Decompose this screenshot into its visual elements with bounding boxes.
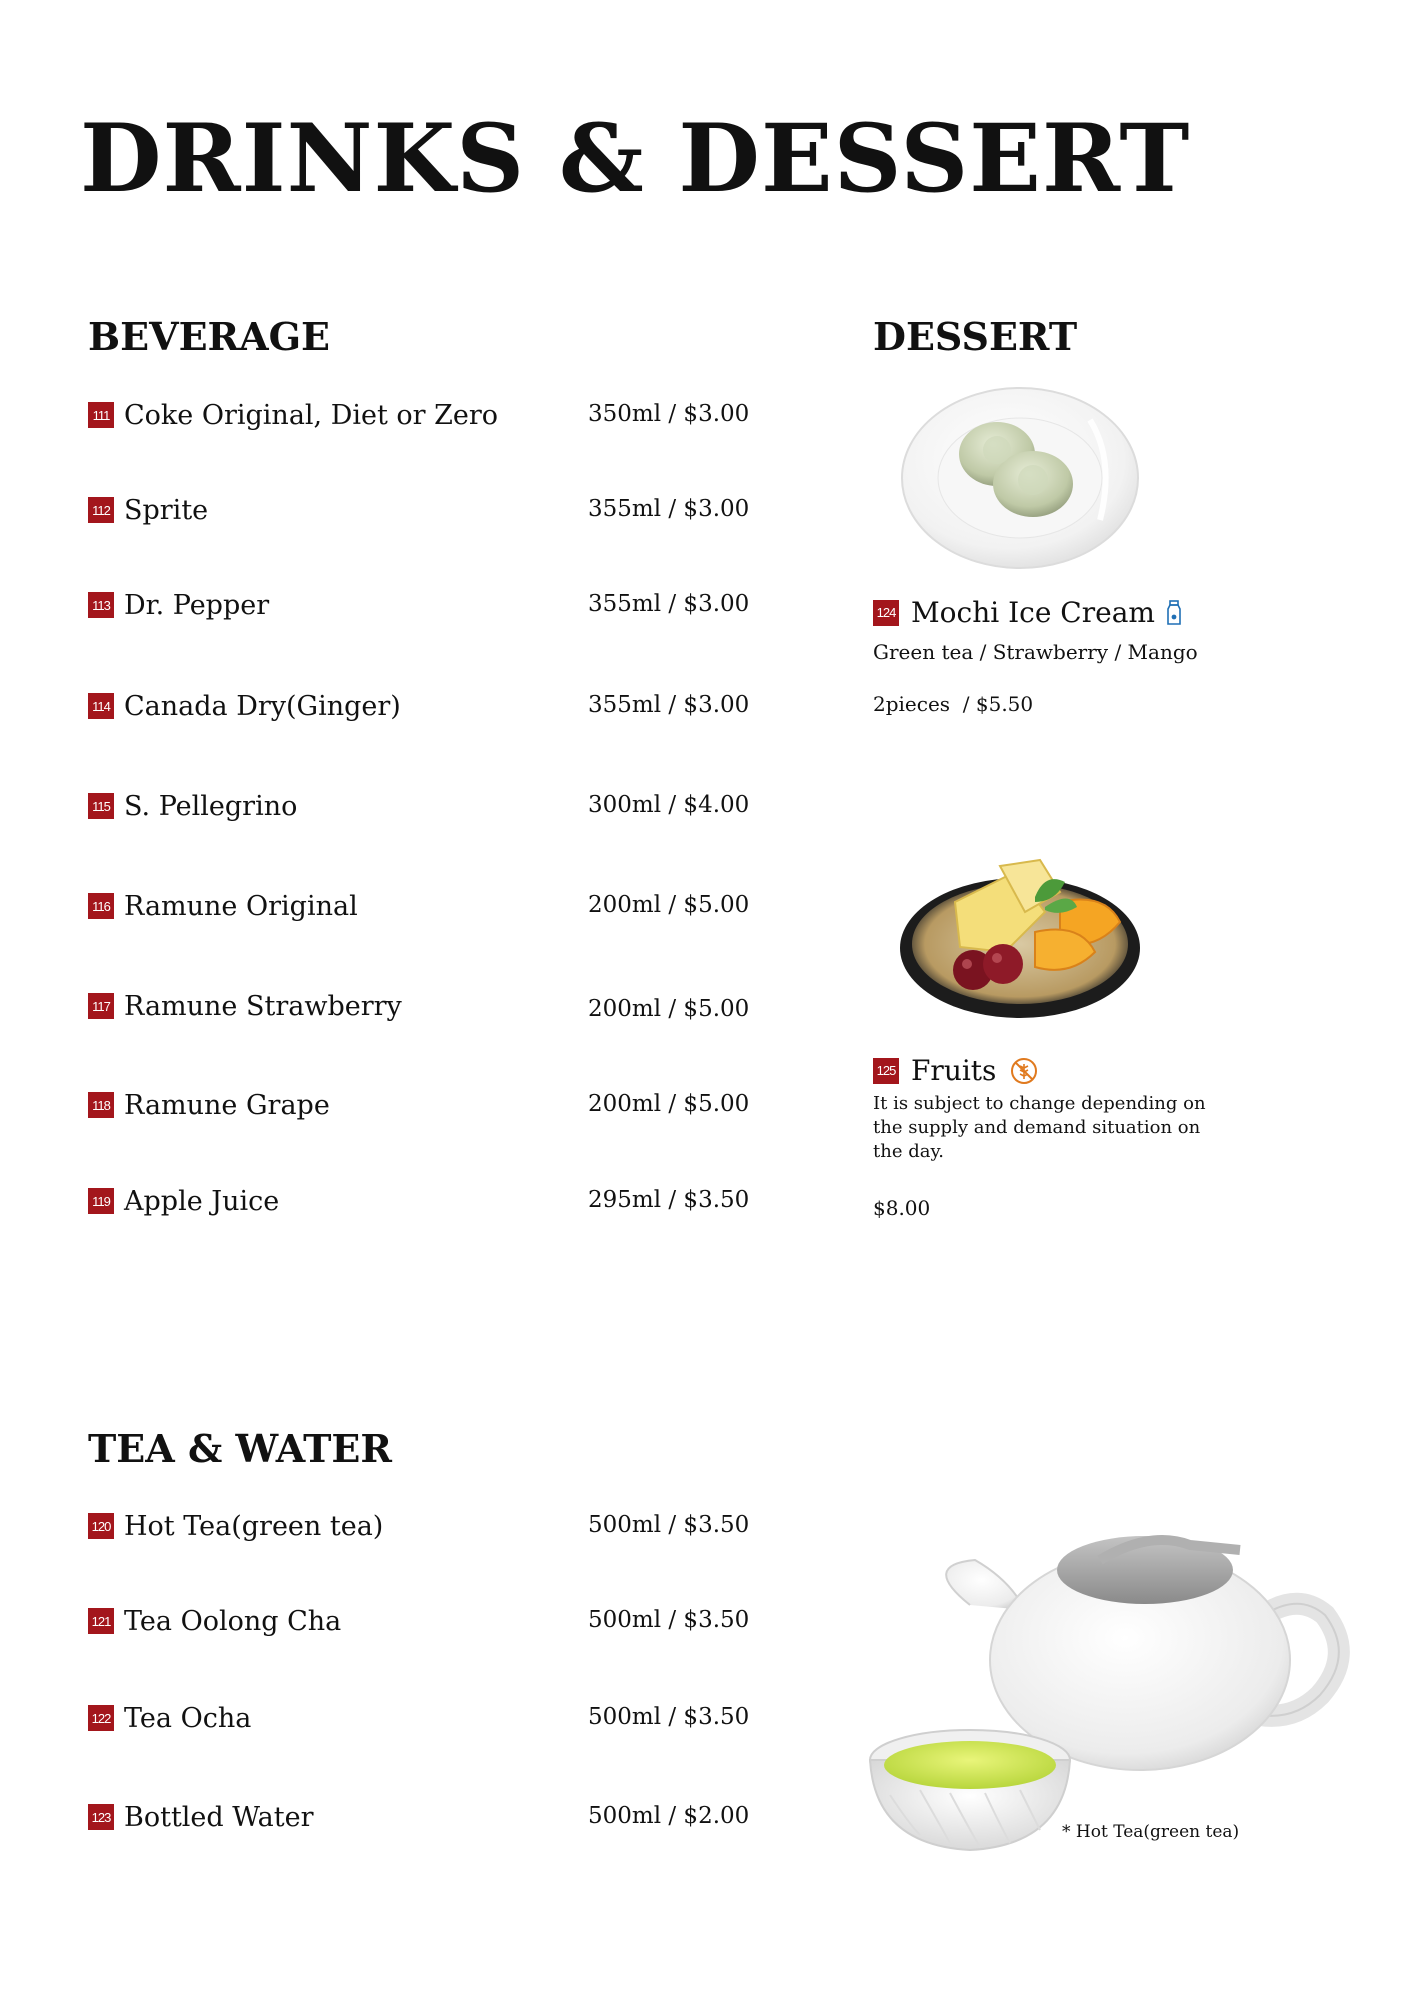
item-number-badge: 122 <box>88 1705 114 1731</box>
item-name: Apple Juice <box>124 1185 280 1217</box>
hot-tea-image <box>850 1525 1360 1860</box>
menu-item <box>88 1085 748 1125</box>
item-price: 295ml / $3.50 <box>588 1187 750 1213</box>
beverage-section-title: BEVERAGE <box>88 314 331 359</box>
item-number-badge: 125 <box>873 1058 899 1084</box>
item-price: 355ml / $3.00 <box>588 591 750 617</box>
item-name: Ramune Original <box>124 890 358 922</box>
item-price: 200ml / $5.00 <box>588 892 750 918</box>
menu-item <box>88 395 748 435</box>
item-price: 350ml / $3.00 <box>588 401 750 427</box>
item-number-badge: 112 <box>88 497 114 523</box>
item-flavors: Green tea / Strawberry / Mango <box>873 640 1198 664</box>
item-price: 500ml / $2.00 <box>588 1803 750 1829</box>
item-price: 200ml / $5.00 <box>588 1091 750 1117</box>
item-price: 2pieces / $5.50 <box>873 692 1034 716</box>
item-number-badge: 124 <box>873 600 899 626</box>
item-name: Bottled Water <box>124 1801 314 1833</box>
item-number-badge: 123 <box>88 1804 114 1830</box>
item-number-badge: 113 <box>88 592 114 618</box>
menu-item <box>88 686 748 726</box>
item-price: 355ml / $3.00 <box>588 692 750 718</box>
item-price: 355ml / $3.00 <box>588 496 750 522</box>
dessert-item-fruits <box>873 1054 1038 1087</box>
tea-water-section-title: TEA & WATER <box>88 1426 392 1471</box>
item-number-badge: 118 <box>88 1092 114 1118</box>
item-price: 500ml / $3.50 <box>588 1607 750 1633</box>
item-name: Tea Ocha <box>124 1702 252 1734</box>
item-name: Sprite <box>124 494 209 526</box>
item-name: Coke Original, Diet or Zero <box>124 399 499 431</box>
item-name: Ramune Grape <box>124 1089 330 1121</box>
menu-item <box>88 1181 748 1221</box>
item-name: Mochi Ice Cream <box>911 596 1155 629</box>
mochi-ice-cream-image <box>895 380 1145 575</box>
item-number-badge: 111 <box>88 402 114 428</box>
item-number-badge: 117 <box>88 993 114 1019</box>
no-wheat-icon <box>1010 1057 1038 1085</box>
dessert-item-mochi <box>873 596 1183 629</box>
item-name: Hot Tea(green tea) <box>124 1510 384 1542</box>
dessert-section-title: DESSERT <box>873 314 1078 359</box>
item-price: 500ml / $3.50 <box>588 1704 750 1730</box>
item-name: Canada Dry(Ginger) <box>124 690 401 722</box>
item-name: Tea Oolong Cha <box>124 1605 342 1637</box>
item-price: 500ml / $3.50 <box>588 1512 750 1538</box>
page-title: DRINKS & DESSERT <box>80 104 1191 214</box>
item-number-badge: 116 <box>88 893 114 919</box>
menu-item <box>88 1698 748 1738</box>
menu-item <box>88 585 748 625</box>
menu-item <box>88 1601 748 1641</box>
menu-item <box>88 490 748 530</box>
menu-item <box>88 886 748 926</box>
hot-tea-image-caption: * Hot Tea(green tea) <box>1062 1822 1240 1842</box>
milk-bottle-icon <box>1165 600 1183 626</box>
menu-item <box>88 1797 748 1837</box>
item-name: Dr. Pepper <box>124 589 270 621</box>
item-number-badge: 121 <box>88 1608 114 1634</box>
item-price: $8.00 <box>873 1196 931 1220</box>
item-number-badge: 115 <box>88 793 114 819</box>
menu-item <box>88 1506 748 1546</box>
item-number-badge: 114 <box>88 693 114 719</box>
item-number-badge: 120 <box>88 1513 114 1539</box>
item-number-badge: 119 <box>88 1188 114 1214</box>
item-name: Ramune Strawberry <box>124 990 402 1022</box>
item-name: S. Pellegrino <box>124 790 298 822</box>
item-price: 300ml / $4.00 <box>588 792 750 818</box>
menu-item <box>88 986 748 1026</box>
item-name: Fruits <box>911 1054 997 1087</box>
item-note: It is subject to change depending on the supply and demand situation on the day. <box>873 1093 1206 1162</box>
item-price: 200ml / $5.00 <box>588 996 750 1022</box>
menu-item <box>88 786 748 826</box>
fruits-image <box>895 852 1145 1022</box>
